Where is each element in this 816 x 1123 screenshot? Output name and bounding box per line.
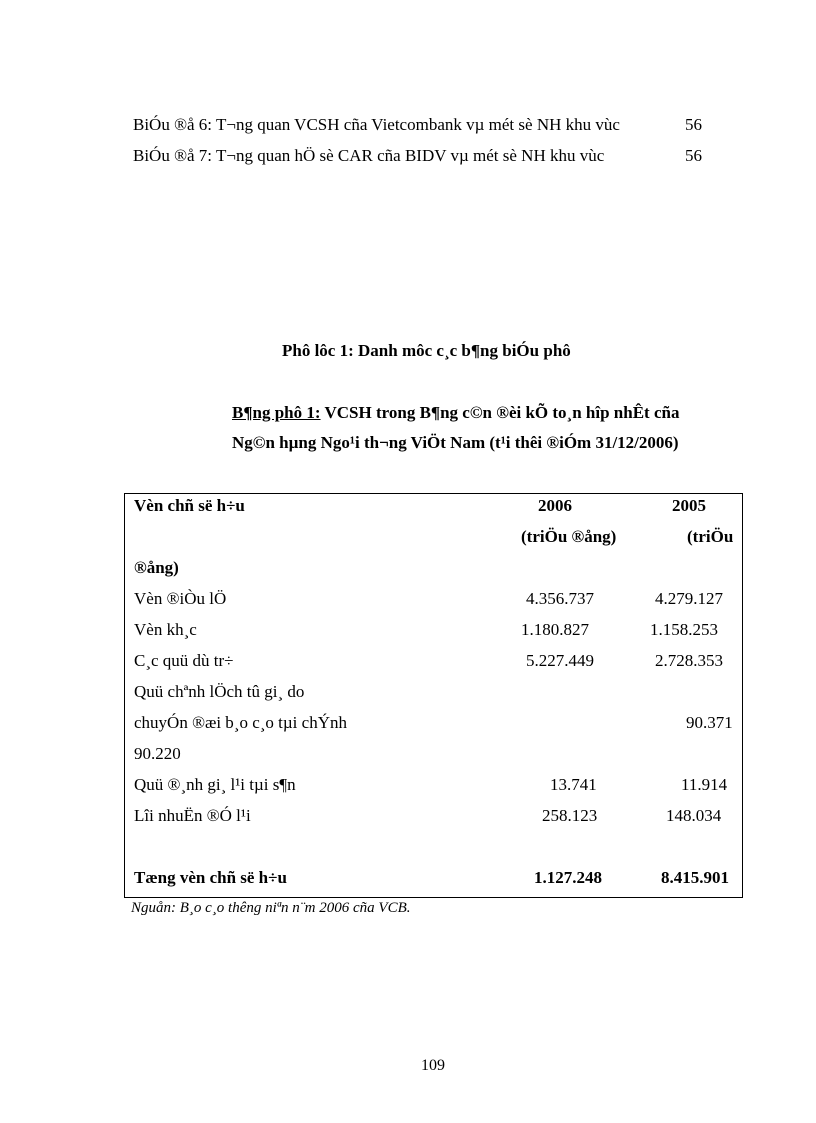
table-caption-text: VCSH trong B¶ng c©n ®èi kÕ to¸n hîp nhÊt cña xyxy=(320,403,680,422)
toc-item-text: BiÓu ®å 6: T¬ng quan VCSH cña Vietcombank vµ mét sè NH khu vùc xyxy=(133,115,620,134)
row-value-2006: 1.180.827 xyxy=(521,620,589,639)
toc-item-page: 56 xyxy=(685,146,702,165)
header-label: Vèn chñ së h÷u xyxy=(134,496,245,515)
total-value-2005: 8.415.901 xyxy=(661,868,729,887)
row-label: Quü ®¸nh gi¸ l¹i tµi s¶n xyxy=(134,775,296,794)
row-value-2005: 1.158.253 xyxy=(650,620,718,639)
unit-2006: (triÖu ®ång) xyxy=(521,527,617,546)
equity-table xyxy=(124,493,743,898)
table-caption-line2: Ng©n hµng Ngo¹i th¬ng ViÖt Nam (t¹i thêi ®iÓm 31/12/2006) xyxy=(232,433,679,452)
unit-2005: (triÖu xyxy=(687,527,734,546)
row-value-2005: 2.728.353 xyxy=(655,651,723,670)
row-value-2006: 4.356.737 xyxy=(526,589,594,608)
row-value-2006: 258.123 xyxy=(542,806,598,825)
total-value-2006: 1.127.248 xyxy=(534,868,602,887)
table-caption-lead: B¶ng phô 1: xyxy=(232,403,321,422)
fx-row-value-2005: 90.371 xyxy=(686,713,733,732)
row-label: Vèn ®iÒu lÖ xyxy=(134,589,227,608)
total-label: Tæng vèn chñ së h÷u xyxy=(134,868,287,887)
toc-item-page: 56 xyxy=(685,115,702,134)
row-value-2005: 148.034 xyxy=(666,806,722,825)
source-note: Nguån: B¸o c¸o thêng niªn n¨m 2006 cña VCB. xyxy=(131,900,411,916)
row-value-2005: 4.279.127 xyxy=(655,589,723,608)
header-2005: 2005 xyxy=(672,496,706,515)
row-label: Vèn kh¸c xyxy=(134,620,197,639)
toc-item xyxy=(133,146,713,166)
header-2006: 2006 xyxy=(538,496,572,515)
row-label: C¸c quü dù tr÷ xyxy=(134,651,234,670)
fx-row-label-line2: chuyÓn ®æi b¸o c¸o tµi chÝnh xyxy=(134,713,347,732)
fx-row-wrapped-value: 90.220 xyxy=(134,744,181,763)
unit-2005-wrap: ®ång) xyxy=(134,558,179,577)
row-value-2005: 11.914 xyxy=(681,775,728,794)
fx-row-label-line1: Quü chªnh lÖch tû gi¸ do xyxy=(134,682,305,701)
toc-item xyxy=(133,115,713,135)
row-value-2006: 13.741 xyxy=(550,775,597,794)
row-value-2006: 5.227.449 xyxy=(526,651,594,670)
appendix-title: Phô lôc 1: Danh môc c¸c b¶ng biÓu phô xyxy=(282,341,571,360)
page-number: 109 xyxy=(421,1057,445,1074)
toc-item-text: BiÓu ®å 7: T¬ng quan hÖ sè CAR cña BIDV vµ mét sè NH khu vùc xyxy=(133,146,605,165)
row-label: Lîi nhuËn ®Ó l¹i xyxy=(134,806,251,825)
table-caption-line1 xyxy=(232,403,679,423)
